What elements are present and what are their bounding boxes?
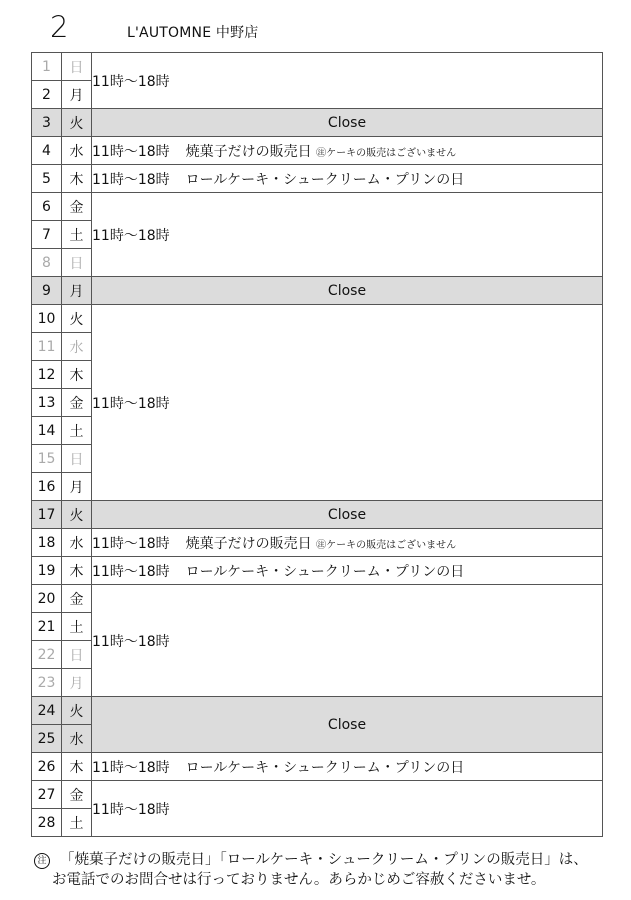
weekday: 日 [62, 445, 92, 473]
footnote-line-2 [34, 870, 588, 890]
shop-name: L'AUTOMNE 中野店 [127, 25, 259, 41]
schedule-cell [92, 557, 603, 585]
day-number: 10 [32, 305, 62, 333]
closed-label: Close [92, 109, 603, 137]
month-number: 2 [50, 10, 69, 44]
baked-goods-label: 焼菓子だけの販売日 [185, 535, 312, 552]
weekday: 金 [62, 585, 92, 613]
weekday: 金 [62, 389, 92, 417]
table-row [32, 781, 603, 809]
hours-text: 11時〜18時 [92, 171, 170, 188]
weekday: 月 [62, 473, 92, 501]
day-number: 6 [32, 193, 62, 221]
hours-cell: 11時〜18時 [92, 781, 603, 837]
hours-cell: 11時〜18時 [92, 193, 603, 277]
weekday: 水 [62, 333, 92, 361]
hours-text: 11時〜18時 [92, 563, 170, 580]
table-row [32, 529, 603, 557]
table-row [32, 165, 603, 193]
table-row [32, 277, 603, 305]
weekday: 木 [62, 753, 92, 781]
day-number: 15 [32, 445, 62, 473]
table-row [32, 305, 603, 333]
footnote-text-1: 「焼菓子だけの販売日」「ロールケーキ・シュークリーム・プリンの販売日」は、 [60, 852, 588, 868]
weekday: 水 [62, 529, 92, 557]
weekday: 土 [62, 809, 92, 837]
weekday: 日 [62, 641, 92, 669]
hours-text: 11時〜18時 [92, 759, 170, 776]
day-number: 12 [32, 361, 62, 389]
table-row [32, 557, 603, 585]
no-cake-note: ㊟ケーキの販売はございません [316, 539, 457, 551]
day-number: 8 [32, 249, 62, 277]
table-row [32, 697, 603, 725]
weekday: 水 [62, 137, 92, 165]
weekday: 日 [62, 53, 92, 81]
day-number: 26 [32, 753, 62, 781]
table-row [32, 753, 603, 781]
roll-cake-label: ロールケーキ・シュークリーム・プリンの日 [185, 759, 465, 776]
weekday: 木 [62, 557, 92, 585]
day-number: 19 [32, 557, 62, 585]
day-number: 22 [32, 641, 62, 669]
hours-text: 11時〜18時 [92, 143, 170, 160]
day-number: 5 [32, 165, 62, 193]
day-number: 1 [32, 53, 62, 81]
weekday: 月 [62, 277, 92, 305]
schedule-cell [92, 529, 603, 557]
weekday: 火 [62, 501, 92, 529]
weekday: 土 [62, 417, 92, 445]
day-number: 25 [32, 725, 62, 753]
table-row [32, 53, 603, 81]
weekday: 木 [62, 165, 92, 193]
weekday: 火 [62, 697, 92, 725]
hours-cell: 11時〜18時 [92, 53, 603, 109]
weekday: 木 [62, 361, 92, 389]
calendar-header [0, 0, 631, 48]
footnote-line-1 [34, 850, 588, 870]
table-row [32, 193, 603, 221]
day-number: 9 [32, 277, 62, 305]
day-number: 21 [32, 613, 62, 641]
weekday: 月 [62, 81, 92, 109]
weekday: 土 [62, 613, 92, 641]
closed-label: Close [92, 277, 603, 305]
roll-cake-label: ロールケーキ・シュークリーム・プリンの日 [185, 563, 465, 580]
day-number: 24 [32, 697, 62, 725]
table-row [32, 109, 603, 137]
weekday: 火 [62, 109, 92, 137]
weekday: 月 [62, 669, 92, 697]
footnote-text-2: お電話でのお問合せは行っておりません。あらかじめご容赦くださいませ。 [52, 872, 546, 888]
schedule-cell [92, 137, 603, 165]
weekday: 金 [62, 781, 92, 809]
day-number: 4 [32, 137, 62, 165]
day-number: 27 [32, 781, 62, 809]
weekday: 日 [62, 249, 92, 277]
day-number: 16 [32, 473, 62, 501]
table-row [32, 137, 603, 165]
day-number: 14 [32, 417, 62, 445]
closed-label: Close [92, 697, 603, 753]
weekday: 金 [62, 193, 92, 221]
day-number: 18 [32, 529, 62, 557]
schedule-cell [92, 165, 603, 193]
day-number: 3 [32, 109, 62, 137]
day-number: 2 [32, 81, 62, 109]
day-number: 13 [32, 389, 62, 417]
day-number: 17 [32, 501, 62, 529]
baked-goods-label: 焼菓子だけの販売日 [185, 143, 312, 160]
schedule-table [31, 52, 603, 837]
closed-label: Close [92, 501, 603, 529]
weekday: 水 [62, 725, 92, 753]
hours-text: 11時〜18時 [92, 535, 170, 552]
table-row [32, 501, 603, 529]
day-number: 28 [32, 809, 62, 837]
schedule-cell [92, 753, 603, 781]
hours-cell: 11時〜18時 [92, 305, 603, 501]
day-number: 20 [32, 585, 62, 613]
note-mark-icon: 注 [34, 853, 50, 869]
day-number: 11 [32, 333, 62, 361]
roll-cake-label: ロールケーキ・シュークリーム・プリンの日 [185, 171, 465, 188]
footnote [34, 850, 588, 890]
table-row [32, 585, 603, 613]
weekday: 火 [62, 305, 92, 333]
day-number: 7 [32, 221, 62, 249]
no-cake-note: ㊟ケーキの販売はございません [316, 147, 457, 159]
hours-cell: 11時〜18時 [92, 585, 603, 697]
day-number: 23 [32, 669, 62, 697]
weekday: 土 [62, 221, 92, 249]
